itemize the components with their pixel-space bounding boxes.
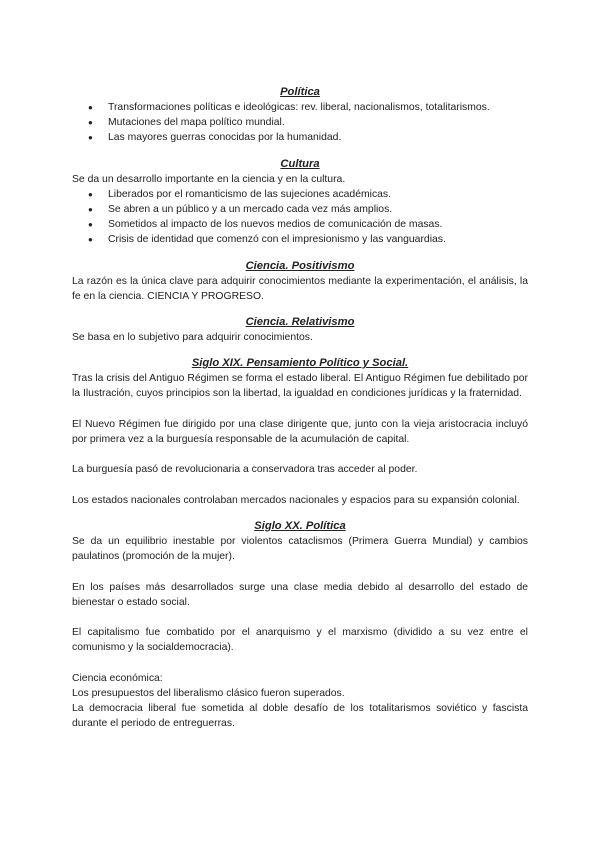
list-item: ● Sometidos al impacto de los nuevos medios de comunicación de masas. xyxy=(72,217,528,232)
siglo-xx-paragraph: El capitalismo fue combatido por el anarquismo y el marxismo (dividido a su vez entre el comunismo y la socialdemocracia). xyxy=(72,627,528,654)
politica-bullet-list xyxy=(72,100,528,146)
list-item: ● Mutaciones del mapa político mundial. xyxy=(72,115,528,130)
section-relativismo xyxy=(72,314,528,345)
section-positivismo xyxy=(72,258,528,304)
relativismo-paragraph: Se basa en lo subjetivo para adquirir conocimientos. xyxy=(72,332,313,344)
economic-label: Ciencia económica: xyxy=(72,672,163,684)
list-item: ● Las mayores guerras conocidas por la humanidad. xyxy=(72,130,528,145)
section-siglo-xx xyxy=(72,518,528,732)
siglo-xix-paragraph: La burguesía pasó de revolucionaria a conservadora tras acceder al poder. xyxy=(72,464,418,476)
heading-relativismo: Ciencia. Relativismo xyxy=(245,316,355,329)
document-page xyxy=(72,84,528,732)
economic-line: Los presupuestos del liberalismo clásico fueron superados. xyxy=(72,688,345,699)
heading-positivismo: Ciencia. Positivismo xyxy=(245,259,355,272)
siglo-xix-paragraph: El Nuevo Régimen fue dirigido por una clase dirigente que, junto con la vieja aristocracia incluyó por primera vez a la burguesía responsable de la acumulación de capital. xyxy=(72,418,528,446)
list-item: ● Liberados por el romanticismo de las sujeciones académicas. xyxy=(72,187,528,202)
siglo-xix-paragraph: Tras la crisis del Antiguo Régimen se forma el estado liberal. El Antiguo Régimen fue debilitado por la Ilustración, cuyos principios son la libertad, la igualdad en condiciones jurídicas y la fraternidad. xyxy=(72,373,528,400)
positivismo-paragraph: La razón es la única clave para adquirir conocimientos mediante la experimentación, el análisis, la fe en la ciencia. CIENCIA Y PROGRESO. xyxy=(72,275,528,302)
siglo-xx-paragraph: En los países más desarrollados surge una clase media debido al desarrollo del estado de bienestar o estado social. xyxy=(72,581,528,608)
siglo-xx-paragraph: Se da un equilibrio inestable por violentos cataclismos (Primera Guerra Mundial) y cambios paulatinos (promoción de la mujer). xyxy=(72,536,528,563)
economic-line: La democracia liberal fue sometida al doble desafío de los totalitarismos soviético y fascista durante el periodo de entreguerras. xyxy=(72,703,528,730)
heading-politica: Política xyxy=(280,86,320,98)
siglo-xix-paragraph: Los estados nacionales controlaban mercados nacionales y espacios para su expansión colonial. xyxy=(72,494,520,506)
cultura-bullet-list xyxy=(72,187,528,248)
heading-siglo-xix: Siglo XIX. Pensamiento Político y Social. xyxy=(191,357,409,370)
list-item: ● Crisis de identidad que comenzó con el impresionismo y las vanguardias. xyxy=(72,232,528,247)
heading-cultura: Cultura xyxy=(280,157,320,170)
section-politica xyxy=(72,84,528,146)
list-item: ● Transformaciones políticas e ideológicas: rev. liberal, nacionalismos, totalitarismos. xyxy=(72,100,528,115)
list-item: ● Se abren a un público y a un mercado cada vez más amplios. xyxy=(72,202,528,217)
section-cultura xyxy=(72,156,528,248)
cultura-intro: Se da un desarrollo importante en la ciencia y en la cultura. xyxy=(72,173,346,185)
heading-siglo-xx: Siglo XX. Política xyxy=(254,520,346,533)
section-siglo-xix xyxy=(72,355,528,508)
